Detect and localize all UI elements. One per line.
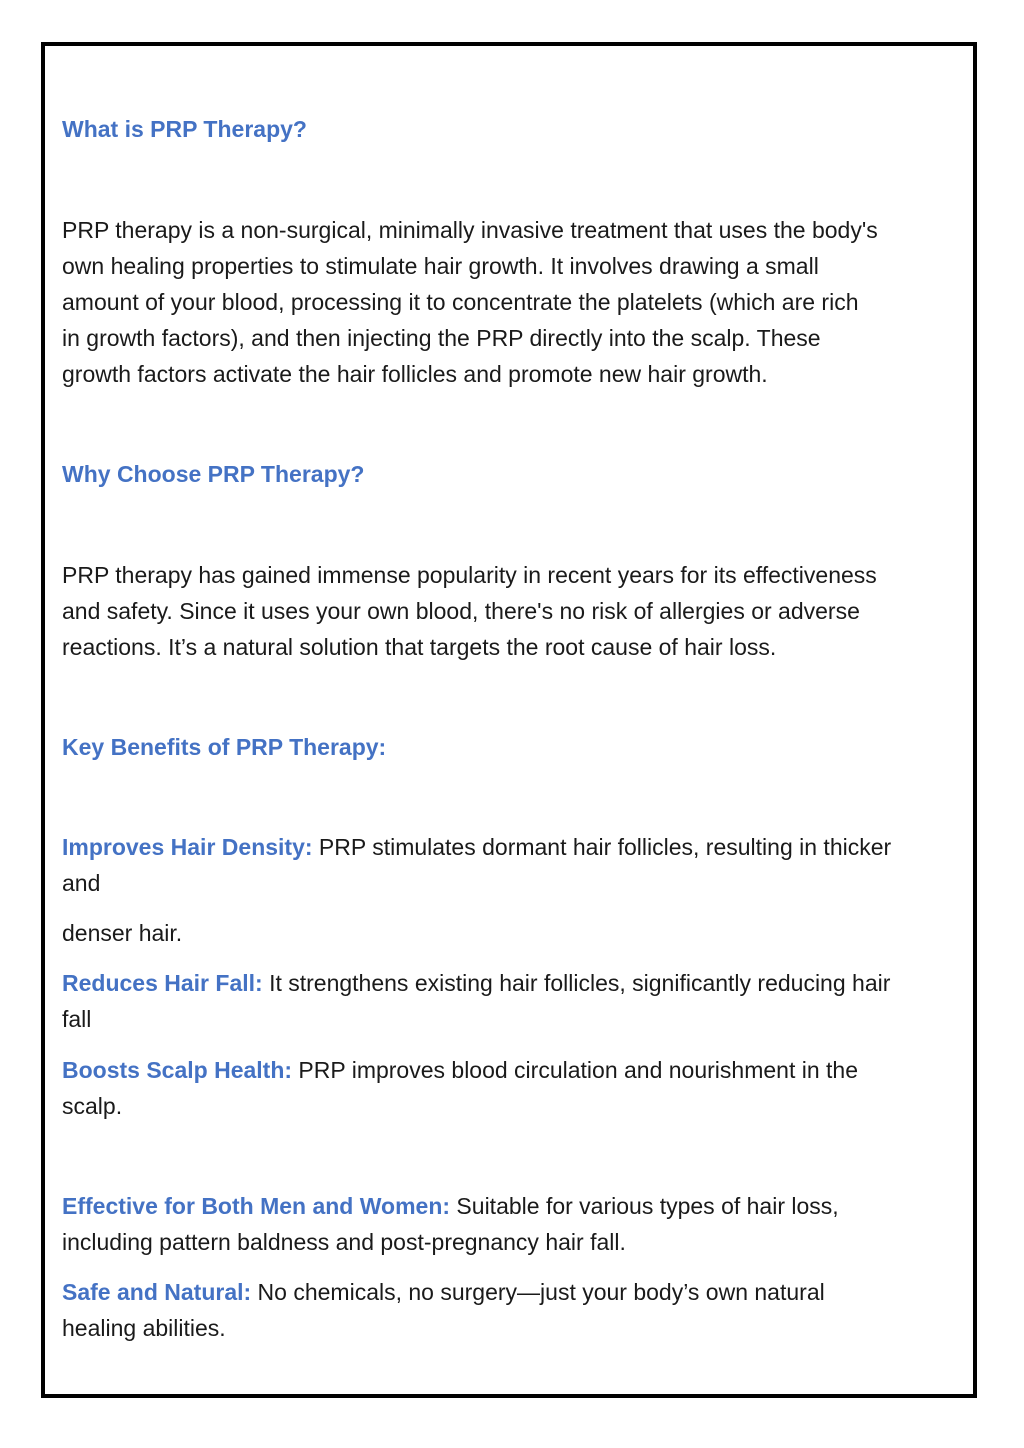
benefit-continuation: and <box>62 870 101 896</box>
heading-key-benefits: Key Benefits of PRP Therapy: <box>62 734 387 760</box>
text-line: own healing properties to stimulate hair growth. It involves drawing a small <box>62 253 819 279</box>
text-line: PRP therapy has gained immense popularity in recent years for its effectiveness <box>62 562 877 588</box>
benefit-item <box>62 1274 962 1346</box>
benefit-item <box>62 829 962 901</box>
benefit-label: Boosts Scalp Health: <box>62 1057 293 1083</box>
benefit-label: Improves Hair Density: <box>62 834 313 860</box>
paragraph-why-choose-prp <box>62 557 962 665</box>
benefit-text: PRP stimulates dormant hair follicles, resulting in thicker <box>312 834 892 860</box>
benefit-continuation: scalp. <box>62 1093 123 1119</box>
benefit-text: It strengthens existing hair follicles, significantly reducing hair <box>262 970 891 996</box>
benefit-label: Effective for Both Men and Women: <box>62 1193 451 1219</box>
heading-why-choose-prp: Why Choose PRP Therapy? <box>62 461 365 487</box>
heading-what-is-prp: What is PRP Therapy? <box>62 116 307 142</box>
benefit-text: No chemicals, no surgery—just your body’s own natural <box>251 1279 825 1305</box>
benefit-continuation: fall <box>62 1006 92 1032</box>
benefit-label: Reduces Hair Fall: <box>62 970 263 996</box>
benefit-item <box>62 1188 962 1260</box>
benefit-continuation: healing abilities. <box>62 1315 226 1341</box>
text-line: in growth factors), and then injecting the PRP directly into the scalp. These <box>62 325 821 351</box>
text-line: and safety. Since it uses your own blood, there's no risk of allergies or adverse <box>62 598 860 624</box>
text-line: growth factors activate the hair follicles and promote new hair growth. <box>62 361 768 387</box>
benefit-text: PRP improves blood circulation and nourishment in the <box>292 1057 858 1083</box>
benefit-continuation: including pattern baldness and post-pregnancy hair fall. <box>62 1229 626 1255</box>
text-line: PRP therapy is a non-surgical, minimally invasive treatment that uses the body's <box>62 217 878 243</box>
benefit-extra-text: denser hair. <box>62 920 183 946</box>
paragraph-what-is-prp <box>62 212 962 392</box>
benefit-item <box>62 965 962 1037</box>
text-line: reactions. It’s a natural solution that targets the root cause of hair loss. <box>62 634 777 660</box>
benefit-text: Suitable for various types of hair loss, <box>450 1193 839 1219</box>
text-line: amount of your blood, processing it to concentrate the platelets (which are rich <box>62 289 859 315</box>
benefit-label: Safe and Natural: <box>62 1279 252 1305</box>
benefit-item-extra <box>62 915 962 951</box>
benefit-item <box>62 1052 962 1124</box>
